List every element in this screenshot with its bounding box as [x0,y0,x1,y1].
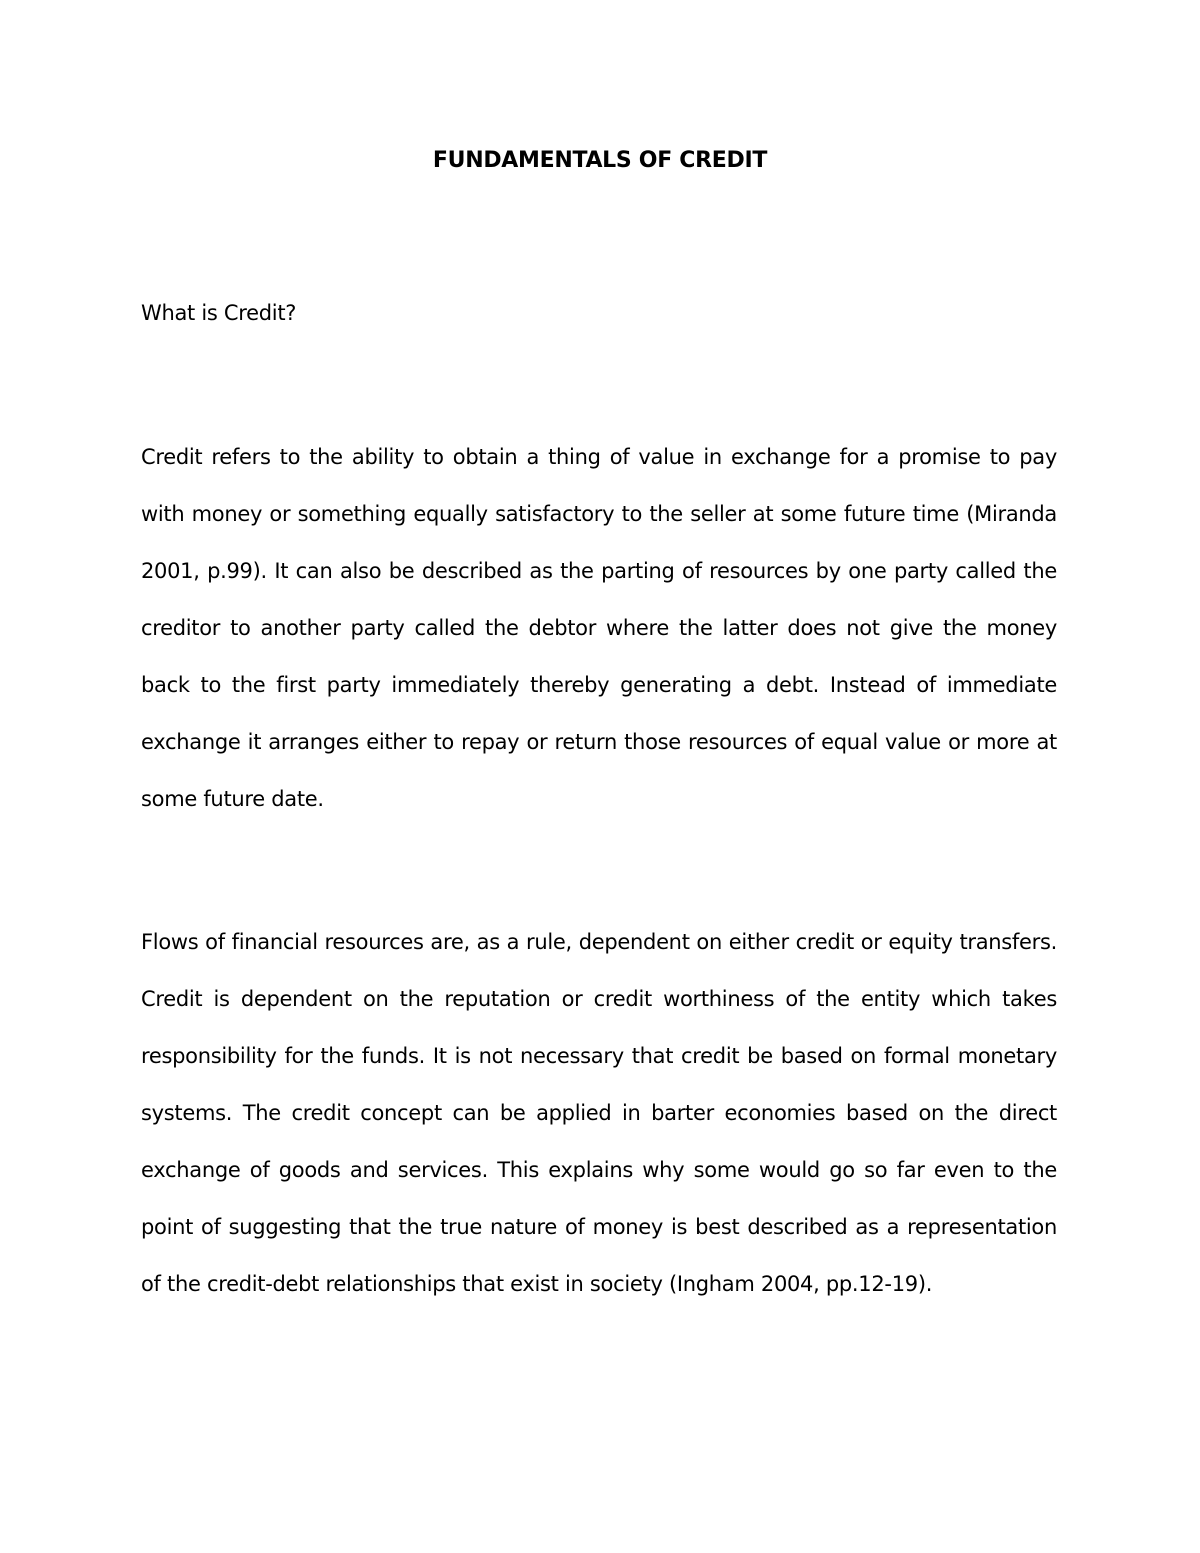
paragraph-credit-flows: Flows of financial resources are, as a rule, dependent on either credit or equity transfers. Credit is dependent on the reputation or credit worthiness of the entity which takes responsibility for the funds. It is not necessary that credit be based on formal monetary systems. The credit concept can be applied in barter economies based on the direct exchange of goods and services. This explains why some would go so far even to the point of suggesting that the true nature of money is best described as a representation of the credit-debt relationships that exist in society (Ingham 2004, pp.12-19). [141,930,1057,1296]
section-heading: What is Credit? [141,301,297,325]
document-title: FUNDAMENTALS OF CREDIT [432,148,768,173]
paragraph-credit-definition: Credit refers to the ability to obtain a thing of value in exchange for a promise to pay with money or something equally satisfactory to the seller at some future time (Miranda 2001, p.99). It can also be described as the parting of resources by one party called the creditor to another party called the debtor where the latter does not give the money back to the first party immediately thereby generating a debt. Instead of immediate exchange it arranges either to repay or return those resources of equal value or more at some future date. [141,445,1057,811]
